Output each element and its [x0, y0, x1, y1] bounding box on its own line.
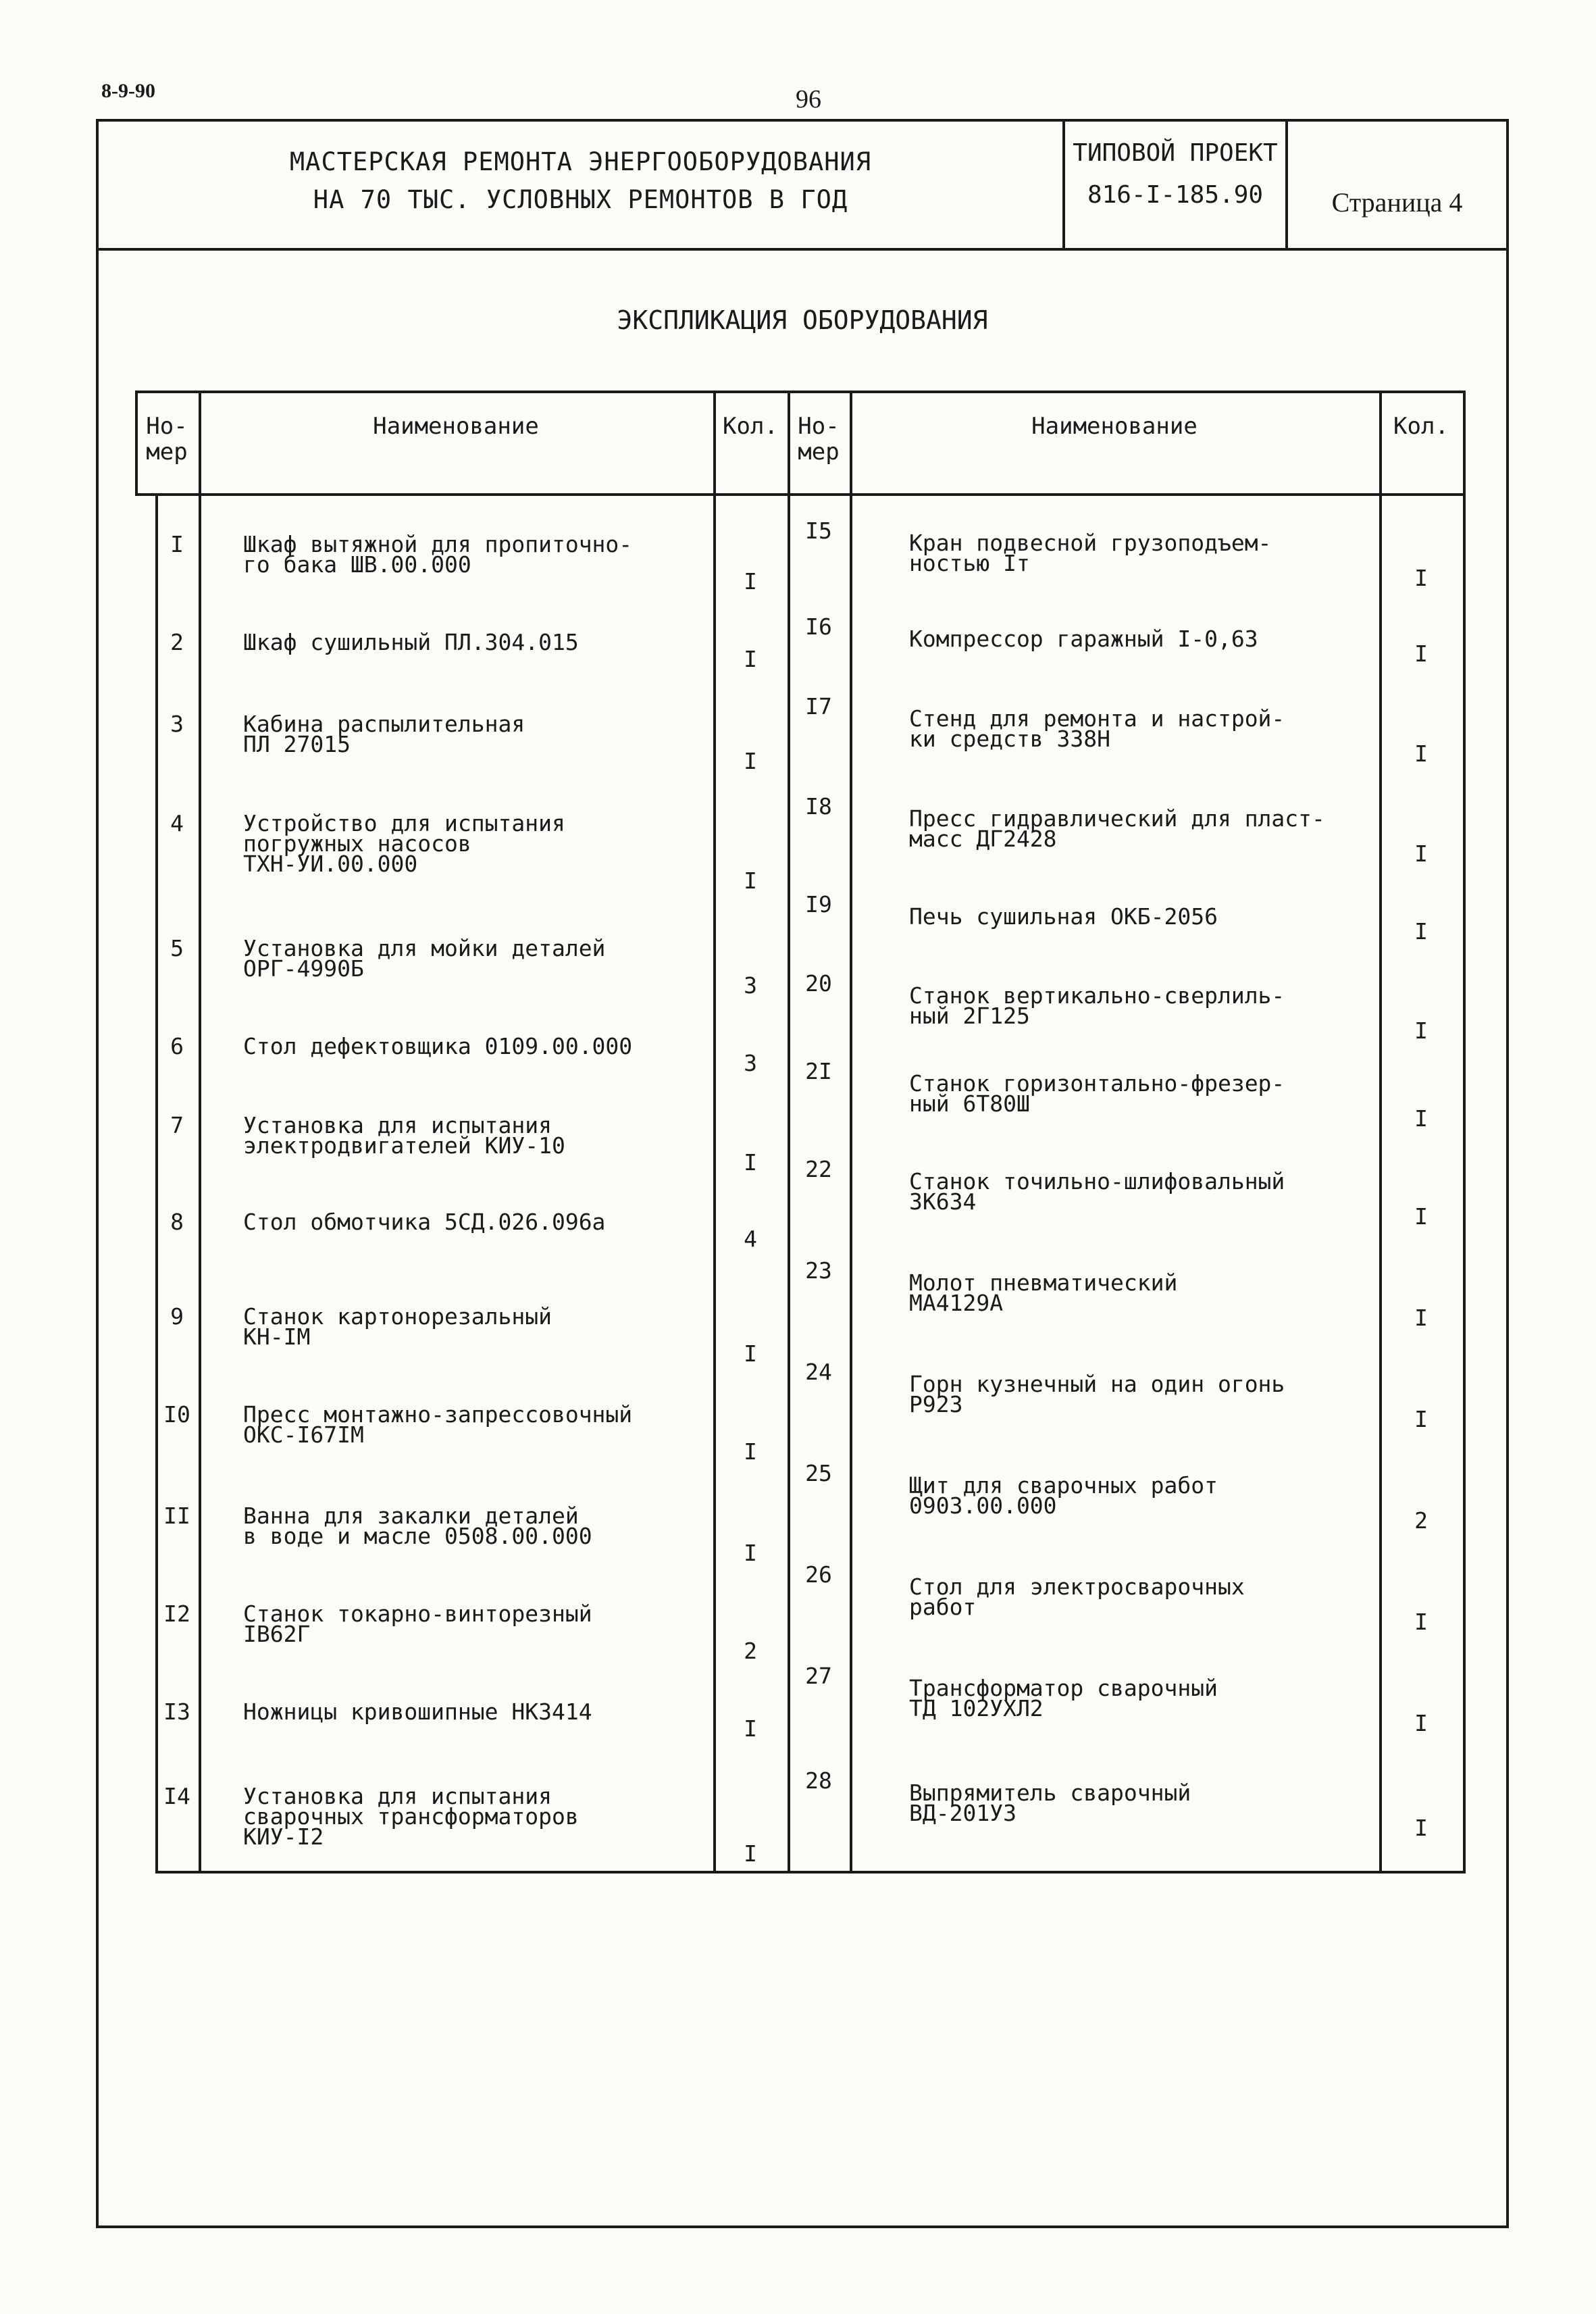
- row-name-line: Станок картонорезальный: [243, 1303, 552, 1330]
- title-block: [96, 119, 1509, 251]
- row-name-line: Р923: [909, 1391, 963, 1417]
- row-quantity: I: [1414, 1406, 1428, 1432]
- row-name-line: го бака ШВ.00.000: [243, 551, 471, 578]
- row-quantity: I: [1414, 1815, 1428, 1841]
- row-number: 3: [170, 711, 184, 737]
- row-number: I8: [805, 793, 832, 820]
- row-name-line: Установка для испытания: [243, 1783, 552, 1809]
- row-quantity: 2: [744, 1638, 757, 1664]
- row-name-line: ки средств 338Н: [909, 726, 1111, 752]
- row-name-line: Печь сушильная ОКБ-2056: [909, 903, 1218, 930]
- row-quantity: 3: [744, 972, 757, 999]
- row-quantity: I: [1414, 1105, 1428, 1132]
- row-number: 8: [170, 1209, 184, 1235]
- row-number: 25: [805, 1460, 832, 1486]
- row-quantity: I: [1414, 1305, 1428, 1331]
- row-quantity: I: [744, 867, 757, 894]
- header-qty-right: Кол.: [1393, 413, 1449, 440]
- project-label: ТИПОВОЙ ПРОЕКТ: [1073, 139, 1278, 167]
- table-bottom-border: [155, 1871, 1466, 1873]
- row-name-line: Выпрямитель сварочный: [909, 1780, 1191, 1806]
- col-divider-num: [199, 391, 201, 1873]
- row-number: 9: [170, 1303, 184, 1330]
- table-top-border: [135, 391, 1466, 393]
- row-name-line: ТХН-УИ.00.000: [243, 851, 418, 877]
- row-name-line: масс ДГ2428: [909, 826, 1057, 852]
- table-right-border: [1463, 391, 1466, 1873]
- row-name-line: Кабина распылительная: [243, 711, 525, 737]
- row-quantity: 4: [744, 1226, 757, 1252]
- row-name-line: КИУ-I2: [243, 1823, 324, 1850]
- row-number: I: [170, 531, 184, 557]
- row-quantity: 2: [1414, 1507, 1428, 1534]
- row-name-line: Станок вертикально-сверлиль-: [909, 982, 1285, 1009]
- row-number: 7: [170, 1112, 184, 1138]
- row-number: 24: [805, 1359, 832, 1385]
- row-number: I3: [163, 1699, 190, 1725]
- row-number: 2: [170, 629, 184, 655]
- title-block-name: [96, 119, 1065, 248]
- row-name-line: Пресс монтажно-запрессовочный: [243, 1401, 633, 1428]
- row-name-line: Кран подвесной грузоподъем-: [909, 530, 1272, 556]
- row-number: I7: [805, 693, 832, 720]
- page-label: Страница 4: [1331, 187, 1463, 218]
- row-name-line: Трансформатор сварочный: [909, 1675, 1218, 1701]
- row-name-line: ОКС-I67IМ: [243, 1422, 364, 1448]
- row-number: 20: [805, 970, 832, 997]
- row-name-line: МА4129А: [909, 1290, 1004, 1316]
- header-num-right-line2: мер: [798, 438, 840, 466]
- row-number: 4: [170, 810, 184, 836]
- header-qty: Кол.: [723, 413, 778, 440]
- row-number: 22: [805, 1156, 832, 1182]
- row-quantity: I: [1414, 1203, 1428, 1230]
- row-quantity: I: [744, 1840, 757, 1867]
- row-name-line: Стол дефектовщика 0109.00.000: [243, 1033, 633, 1059]
- header-num-line2: мер: [146, 438, 188, 466]
- row-name-line: ностью Iт: [909, 550, 1030, 576]
- col-divider-name-right: [1379, 391, 1382, 1873]
- row-name-line: Стол для электросварочных: [909, 1574, 1245, 1600]
- row-name-line: 0903.00.000: [909, 1492, 1057, 1519]
- table-left-border: [155, 493, 158, 1873]
- row-number: 28: [805, 1767, 832, 1794]
- row-quantity: I: [1414, 840, 1428, 867]
- title-block-project: [1065, 119, 1288, 248]
- col-divider-qty: [788, 391, 790, 1873]
- row-name-line: погружных насосов: [243, 830, 471, 857]
- row-number: 27: [805, 1663, 832, 1689]
- row-quantity: I: [1414, 1017, 1428, 1044]
- row-quantity: I: [1414, 640, 1428, 667]
- row-quantity: I: [1414, 1609, 1428, 1635]
- row-name-line: в воде и масле 0508.00.000: [243, 1523, 592, 1549]
- row-number: I9: [805, 891, 832, 917]
- row-quantity: I: [1414, 918, 1428, 945]
- document-code: 8-9-90: [101, 80, 155, 102]
- header-num: [135, 413, 199, 465]
- row-name-line: Ванна для закалки деталей: [243, 1503, 579, 1529]
- row-name-line: ТД 102УХЛ2: [909, 1695, 1044, 1721]
- row-quantity: I: [744, 1438, 757, 1465]
- row-number: I6: [805, 613, 832, 640]
- row-number: II: [163, 1503, 190, 1529]
- row-name-line: Горн кузнечный на один огонь: [909, 1371, 1285, 1397]
- row-name-line: ВД-201У3: [909, 1800, 1016, 1826]
- row-name-line: Станок точильно-шлифовальный: [909, 1168, 1285, 1194]
- row-number: 5: [170, 935, 184, 961]
- row-number: 26: [805, 1561, 832, 1588]
- row-number: I4: [163, 1783, 190, 1809]
- row-name-line: ный 2Г125: [909, 1003, 1030, 1029]
- row-name-line: Установка для мойки деталей: [243, 935, 606, 961]
- header-name-right: Наименование: [1031, 413, 1198, 440]
- equipment-table: [135, 391, 1466, 1873]
- row-number: 23: [805, 1257, 832, 1284]
- row-name-line: Станок горизонтально-фрезер-: [909, 1070, 1285, 1097]
- row-name-line: Молот пневматический: [909, 1269, 1178, 1296]
- section-title: ЭКСПЛИКАЦИЯ ОБОРУДОВАНИЯ: [617, 305, 988, 335]
- row-quantity: I: [1414, 1710, 1428, 1736]
- row-number: I5: [805, 518, 832, 544]
- row-number: 2I: [805, 1058, 832, 1084]
- row-quantity: I: [1414, 740, 1428, 767]
- row-name-line: КН-IМ: [243, 1324, 311, 1350]
- row-quantity: 3: [744, 1050, 757, 1076]
- row-name-line: IВ62Г: [243, 1621, 311, 1647]
- row-number: 6: [170, 1033, 184, 1059]
- page-number: 96: [796, 85, 821, 114]
- header-num-right: [788, 413, 850, 465]
- row-name-line: Шкаф вытяжной для пропиточно-: [243, 531, 633, 557]
- row-name-line: Пресс гидравлический для пласт-: [909, 805, 1325, 832]
- row-name-line: Ножницы кривошипные НК3414: [243, 1699, 592, 1725]
- row-name-line: работ: [909, 1594, 977, 1620]
- header-num-line1: Но-: [146, 413, 188, 440]
- row-quantity: I: [1414, 565, 1428, 591]
- row-name-line: Станок токарно-винторезный: [243, 1601, 592, 1627]
- row-quantity: I: [744, 646, 757, 672]
- row-name-line: Стенд для ремонта и настрой-: [909, 705, 1285, 732]
- row-name-line: сварочных трансформаторов: [243, 1803, 579, 1830]
- row-quantity: I: [744, 748, 757, 774]
- row-name-line: Шкаф сушильный ПЛ.304.015: [243, 629, 579, 655]
- row-quantity: I: [744, 1340, 757, 1367]
- row-name-line: Щит для сварочных работ: [909, 1472, 1218, 1499]
- col-divider-num-right: [850, 391, 852, 1873]
- row-quantity: I: [744, 568, 757, 595]
- row-quantity: I: [744, 1540, 757, 1566]
- row-name-line: ПЛ 27015: [243, 731, 351, 757]
- row-name-line: Установка для испытания: [243, 1112, 552, 1138]
- title-line-2: НА 70 ТЫС. УСЛОВНЫХ РЕМОНТОВ В ГОД: [313, 185, 848, 214]
- row-name-line: Стол обмотчика 5СД.026.096а: [243, 1209, 606, 1235]
- title-line-1: МАСТЕРСКАЯ РЕМОНТА ЭНЕРГООБОРУДОВАНИЯ: [289, 147, 872, 176]
- row-name-line: 3К634: [909, 1188, 977, 1215]
- table-header-divider: [135, 493, 1466, 496]
- row-name-line: Устройство для испытания: [243, 810, 565, 836]
- title-block-page: [1288, 119, 1506, 248]
- header-num-right-line1: Но-: [798, 413, 840, 440]
- row-name-line: ный 6Т80Ш: [909, 1090, 1030, 1117]
- row-quantity: I: [744, 1149, 757, 1176]
- row-quantity: I: [744, 1715, 757, 1742]
- row-name-line: ОРГ-4990Б: [243, 955, 364, 982]
- project-code: 816-I-185.90: [1087, 181, 1264, 209]
- row-number: I0: [163, 1401, 190, 1428]
- row-name-line: электродвигателей КИУ-10: [243, 1132, 565, 1159]
- row-number: I2: [163, 1601, 190, 1627]
- row-name-line: Компрессор гаражный I-0,63: [909, 626, 1258, 652]
- header-name: Наименование: [373, 413, 539, 440]
